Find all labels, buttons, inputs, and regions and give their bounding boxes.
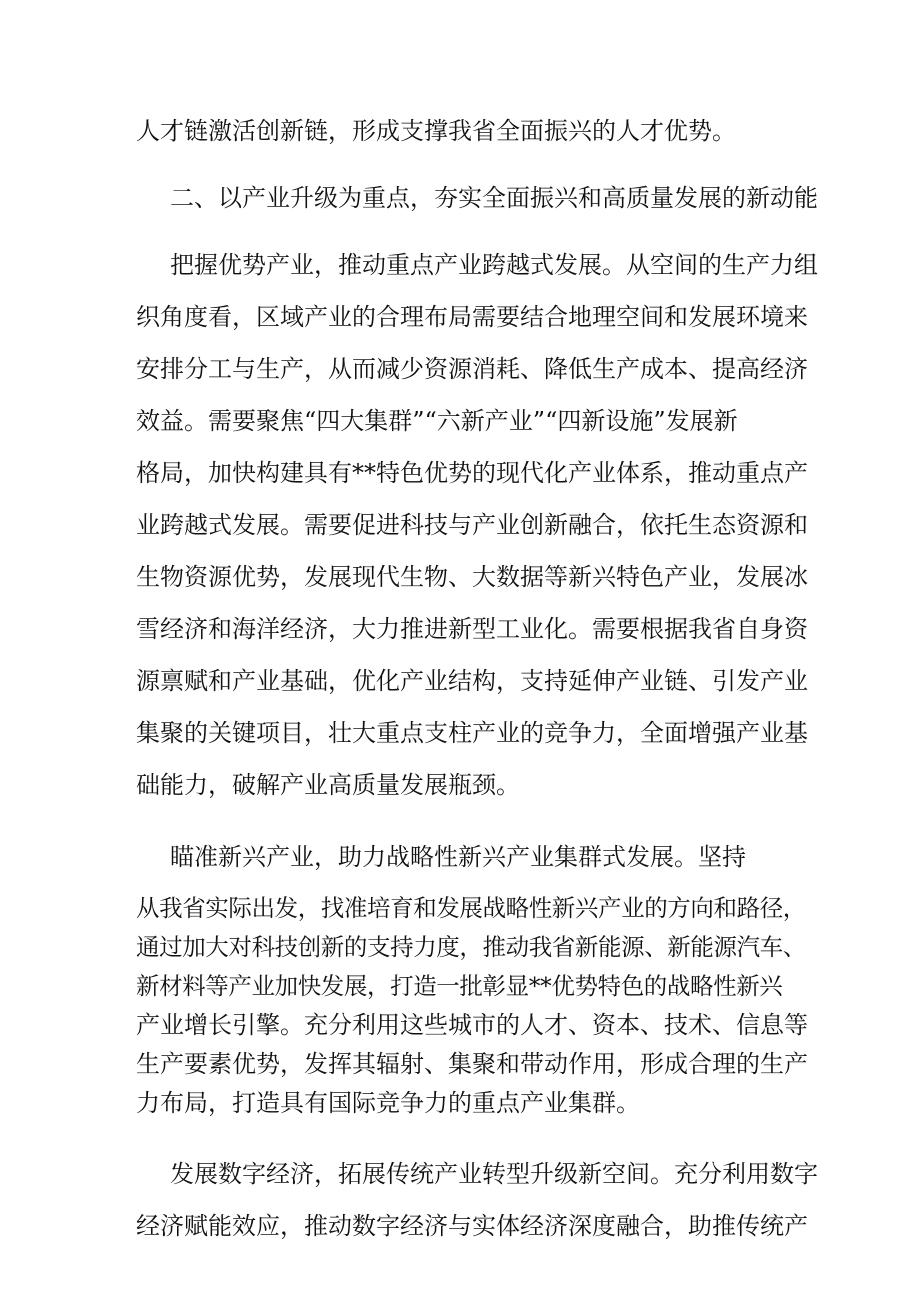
text-line: 发展数字经济，拓展传统产业转型升级新空间。充分利用数字 xyxy=(170,1160,818,1188)
text-line: 把握优势产业，推动重点产业跨越式发展。从空间的生产力组 xyxy=(170,251,818,279)
text-line: 集聚的关键项目，壮大重点支柱产业的竞争力，全面增强产业基 xyxy=(136,719,808,747)
text-line: 雪经济和海洋经济，大力推进新型工业化。需要根据我省自身资 xyxy=(136,615,808,643)
text-line: 效益。需要聚焦“四大集群”“六新产业”“四新设施”发展新 xyxy=(136,407,738,435)
text-line: 业跨越式发展。需要促进科技与产业创新融合，依托生态资源和 xyxy=(136,511,808,539)
text-line: 生物资源优势，发展现代生物、大数据等新兴特色产业，发展冰 xyxy=(136,563,808,591)
text-line: 织角度看，区域产业的合理布局需要结合地理空间和发展环境来 xyxy=(136,303,808,331)
text-line: 通过加大对科技创新的支持力度，推动我省新能源、新能源汽车、 xyxy=(136,933,806,961)
text-line: 格局，加快构建具有**特色优势的现代化产业体系，推动重点产 xyxy=(136,459,808,487)
text-line: 人才链激活创新链，形成支撑我省全面振兴的人才优势。 xyxy=(136,117,736,145)
text-line: 经济赋能效应，推动数字经济与实体经济深度融合，助推传统产 xyxy=(136,1212,808,1240)
text-line: 力布局，打造具有国际竞争力的重点产业集群。 xyxy=(136,1089,640,1117)
text-line: 产业增长引擎。充分利用这些城市的人才、资本、技术、信息等 xyxy=(136,1011,808,1039)
text-line: 源禀赋和产业基础，优化产业结构，支持延伸产业链、引发产业 xyxy=(136,667,808,695)
text-line: 生产要素优势，发挥其辐射、集聚和带动作用，形成合理的生产 xyxy=(136,1050,808,1078)
text-line: 瞄准新兴产业，助力战略性新兴产业集群式发展。坚持 xyxy=(170,843,746,871)
text-line: 础能力，破解产业高质量发展瓶颈。 xyxy=(136,771,520,799)
section-heading: 二、以产业升级为重点，夯实全面振兴和高质量发展的新动能 xyxy=(170,184,818,212)
text-line: 安排分工与生产，从而减少资源消耗、降低生产成本、提高经济 xyxy=(136,355,808,383)
text-line: 从我省实际出发，找准培育和发展战略性新兴产业的方向和路径， xyxy=(136,894,806,922)
text-line: 新材料等产业加快发展，打造一批彰显**优势特色的战略性新兴 xyxy=(136,972,783,1000)
